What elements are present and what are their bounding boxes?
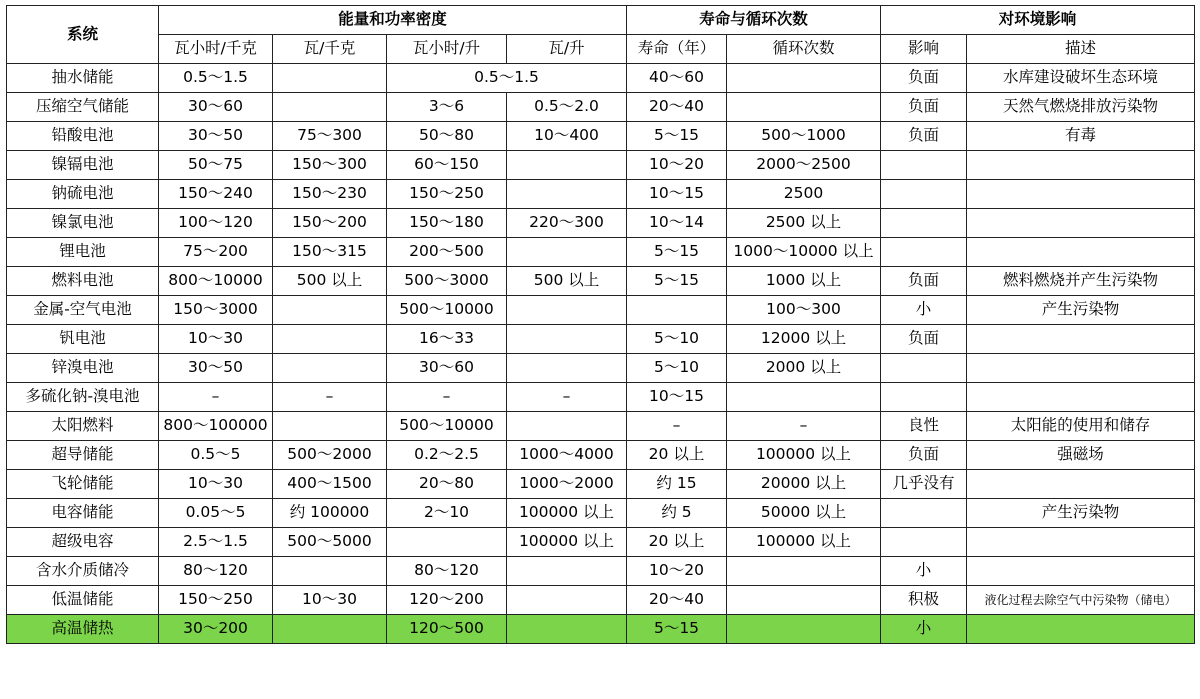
cell-description: 水库建设破坏生态环境 xyxy=(967,64,1195,93)
table-row xyxy=(7,586,1195,615)
cell-cycles: 1000 以上 xyxy=(727,267,881,296)
subheader-impact: 影响 xyxy=(881,35,967,64)
cell-impact: 负面 xyxy=(881,93,967,122)
cell-life-years: – xyxy=(627,412,727,441)
header-group-life: 寿命与循环次数 xyxy=(627,6,881,35)
cell-wh-per-kg: 150～3000 xyxy=(159,296,273,325)
cell-w-per-l xyxy=(507,325,627,354)
header-group-density: 能量和功率密度 xyxy=(159,6,627,35)
cell-w-per-kg xyxy=(273,557,387,586)
cell-wh-per-l: 60～150 xyxy=(387,151,507,180)
cell-impact xyxy=(881,209,967,238)
cell-system: 低温储能 xyxy=(7,586,159,615)
cell-system: 燃料电池 xyxy=(7,267,159,296)
cell-description xyxy=(967,528,1195,557)
cell-w-per-kg xyxy=(273,64,387,93)
cell-w-per-kg xyxy=(273,412,387,441)
cell-wh-per-l: 50～80 xyxy=(387,122,507,151)
cell-description: 液化过程去除空气中污染物（储电） xyxy=(967,586,1195,615)
cell-wh-per-l: 16～33 xyxy=(387,325,507,354)
cell-cycles: 12000 以上 xyxy=(727,325,881,354)
table-row xyxy=(7,557,1195,586)
cell-wh-per-l: 200～500 xyxy=(387,238,507,267)
cell-w-per-l xyxy=(507,180,627,209)
cell-life-years: 20 以上 xyxy=(627,528,727,557)
energy-storage-table xyxy=(6,5,1195,644)
cell-w-per-l: 1000～4000 xyxy=(507,441,627,470)
cell-description xyxy=(967,151,1195,180)
cell-cycles: 100～300 xyxy=(727,296,881,325)
cell-wh-per-kg: 30～50 xyxy=(159,354,273,383)
cell-wh-per-kg: 30～50 xyxy=(159,122,273,151)
cell-wh-per-l: 500～3000 xyxy=(387,267,507,296)
cell-life-years: 20 以上 xyxy=(627,441,727,470)
cell-system: 镍镉电池 xyxy=(7,151,159,180)
cell-w-per-l: 100000 以上 xyxy=(507,528,627,557)
cell-wh-per-kg: 800～10000 xyxy=(159,267,273,296)
cell-w-per-kg: 10～30 xyxy=(273,586,387,615)
cell-w-per-l: 1000～2000 xyxy=(507,470,627,499)
cell-w-per-kg: 150～200 xyxy=(273,209,387,238)
table-row xyxy=(7,151,1195,180)
cell-cycles: 100000 以上 xyxy=(727,441,881,470)
cell-system: 电容储能 xyxy=(7,499,159,528)
cell-impact: 几乎没有 xyxy=(881,470,967,499)
cell-w-per-kg xyxy=(273,615,387,644)
cell-cycles xyxy=(727,615,881,644)
cell-system: 抽水储能 xyxy=(7,64,159,93)
cell-w-per-l: 10～400 xyxy=(507,122,627,151)
cell-life-years xyxy=(627,296,727,325)
cell-life-years: 10～15 xyxy=(627,180,727,209)
cell-w-per-kg: 500 以上 xyxy=(273,267,387,296)
cell-wh-per-kg: 50～75 xyxy=(159,151,273,180)
cell-impact xyxy=(881,383,967,412)
table-row xyxy=(7,209,1195,238)
table-row xyxy=(7,441,1195,470)
cell-description: 有毒 xyxy=(967,122,1195,151)
cell-wh-per-kg: 30～200 xyxy=(159,615,273,644)
cell-w-per-kg xyxy=(273,325,387,354)
cell-wh-per-l: 80～120 xyxy=(387,557,507,586)
cell-cycles: 2500 xyxy=(727,180,881,209)
cell-wh-per-l: 120～500 xyxy=(387,615,507,644)
header-row-groups xyxy=(7,6,1195,35)
cell-wh-per-l: 30～60 xyxy=(387,354,507,383)
cell-impact: 负面 xyxy=(881,122,967,151)
cell-wh-per-l: 150～180 xyxy=(387,209,507,238)
cell-wh-per-l: 0.2～2.5 xyxy=(387,441,507,470)
cell-cycles: 500～1000 xyxy=(727,122,881,151)
cell-life-years: 约 15 xyxy=(627,470,727,499)
cell-life-years: 5～15 xyxy=(627,615,727,644)
cell-w-per-l xyxy=(507,615,627,644)
cell-w-per-kg: 500～2000 xyxy=(273,441,387,470)
cell-cycles: 2000～2500 xyxy=(727,151,881,180)
cell-w-per-l: 0.5～2.0 xyxy=(507,93,627,122)
cell-impact xyxy=(881,238,967,267)
cell-w-per-l xyxy=(507,296,627,325)
cell-description xyxy=(967,238,1195,267)
cell-cycles: – xyxy=(727,412,881,441)
cell-system: 镍氯电池 xyxy=(7,209,159,238)
cell-life-years: 10～20 xyxy=(627,151,727,180)
cell-system: 飞轮储能 xyxy=(7,470,159,499)
cell-cycles: 1000～10000 以上 xyxy=(727,238,881,267)
cell-description: 强磁场 xyxy=(967,441,1195,470)
cell-impact: 负面 xyxy=(881,64,967,93)
cell-cycles xyxy=(727,93,881,122)
cell-life-years: 5～10 xyxy=(627,354,727,383)
subheader-w-per-kg: 瓦/千克 xyxy=(273,35,387,64)
table-row xyxy=(7,528,1195,557)
cell-w-per-l xyxy=(507,412,627,441)
cell-description xyxy=(967,180,1195,209)
cell-cycles xyxy=(727,557,881,586)
cell-w-per-l: 500 以上 xyxy=(507,267,627,296)
cell-wh-per-l: 0.5～1.5 xyxy=(387,64,627,93)
cell-impact: 小 xyxy=(881,557,967,586)
subheader-w-per-l: 瓦/升 xyxy=(507,35,627,64)
cell-impact xyxy=(881,180,967,209)
cell-cycles: 20000 以上 xyxy=(727,470,881,499)
cell-w-per-l xyxy=(507,557,627,586)
table-row xyxy=(7,64,1195,93)
cell-system: 太阳燃料 xyxy=(7,412,159,441)
cell-description xyxy=(967,325,1195,354)
cell-impact: 负面 xyxy=(881,441,967,470)
cell-impact: 小 xyxy=(881,615,967,644)
cell-description xyxy=(967,557,1195,586)
cell-system: 锌溴电池 xyxy=(7,354,159,383)
table-row xyxy=(7,470,1195,499)
cell-system: 多硫化钠-溴电池 xyxy=(7,383,159,412)
table-row xyxy=(7,122,1195,151)
table-body xyxy=(7,6,1195,644)
cell-wh-per-l: – xyxy=(387,383,507,412)
cell-description xyxy=(967,209,1195,238)
cell-wh-per-kg: 150～240 xyxy=(159,180,273,209)
cell-w-per-l xyxy=(507,586,627,615)
cell-w-per-kg: 150～315 xyxy=(273,238,387,267)
cell-impact: 积极 xyxy=(881,586,967,615)
cell-impact xyxy=(881,499,967,528)
cell-wh-per-kg: 10～30 xyxy=(159,325,273,354)
cell-life-years: 5～15 xyxy=(627,267,727,296)
cell-wh-per-kg: 75～200 xyxy=(159,238,273,267)
cell-wh-per-l: 500～10000 xyxy=(387,412,507,441)
cell-cycles: 2500 以上 xyxy=(727,209,881,238)
table-row xyxy=(7,325,1195,354)
cell-wh-per-kg: 30～60 xyxy=(159,93,273,122)
cell-life-years: 10～14 xyxy=(627,209,727,238)
table-row xyxy=(7,383,1195,412)
cell-w-per-kg xyxy=(273,93,387,122)
table-row xyxy=(7,267,1195,296)
table-row xyxy=(7,180,1195,209)
cell-system: 锂电池 xyxy=(7,238,159,267)
header-group-environment: 对环境影响 xyxy=(881,6,1195,35)
cell-w-per-l xyxy=(507,354,627,383)
cell-impact: 小 xyxy=(881,296,967,325)
cell-system: 钠硫电池 xyxy=(7,180,159,209)
cell-wh-per-l: 20～80 xyxy=(387,470,507,499)
table-row xyxy=(7,354,1195,383)
cell-description: 燃料燃烧并产生污染物 xyxy=(967,267,1195,296)
cell-life-years: 10～20 xyxy=(627,557,727,586)
subheader-wh-per-kg: 瓦小时/千克 xyxy=(159,35,273,64)
cell-description: 产生污染物 xyxy=(967,296,1195,325)
cell-system: 高温储热 xyxy=(7,615,159,644)
cell-system: 钒电池 xyxy=(7,325,159,354)
cell-wh-per-kg: 0.5～1.5 xyxy=(159,64,273,93)
cell-life-years: 5～15 xyxy=(627,122,727,151)
cell-life-years: 40～60 xyxy=(627,64,727,93)
header-system: 系统 xyxy=(7,6,159,64)
cell-w-per-l: – xyxy=(507,383,627,412)
cell-description: 天然气燃烧排放污染物 xyxy=(967,93,1195,122)
cell-wh-per-kg: 80～120 xyxy=(159,557,273,586)
cell-system: 超级电容 xyxy=(7,528,159,557)
cell-system: 含水介质储冷 xyxy=(7,557,159,586)
cell-description: 产生污染物 xyxy=(967,499,1195,528)
cell-w-per-kg: 500～5000 xyxy=(273,528,387,557)
cell-w-per-kg: 150～300 xyxy=(273,151,387,180)
cell-wh-per-l: 500～10000 xyxy=(387,296,507,325)
subheader-description: 描述 xyxy=(967,35,1195,64)
cell-description xyxy=(967,470,1195,499)
cell-impact xyxy=(881,354,967,383)
subheader-life-years: 寿命（年） xyxy=(627,35,727,64)
table-row xyxy=(7,93,1195,122)
cell-wh-per-kg: 100～120 xyxy=(159,209,273,238)
cell-cycles: 2000 以上 xyxy=(727,354,881,383)
cell-w-per-l xyxy=(507,238,627,267)
cell-life-years: 约 5 xyxy=(627,499,727,528)
cell-wh-per-l xyxy=(387,528,507,557)
table-row xyxy=(7,412,1195,441)
cell-description xyxy=(967,383,1195,412)
cell-system: 压缩空气储能 xyxy=(7,93,159,122)
cell-system: 铅酸电池 xyxy=(7,122,159,151)
table-row xyxy=(7,238,1195,267)
cell-impact xyxy=(881,528,967,557)
cell-impact: 负面 xyxy=(881,267,967,296)
cell-life-years: 5～15 xyxy=(627,238,727,267)
table-row xyxy=(7,615,1195,644)
subheader-wh-per-l: 瓦小时/升 xyxy=(387,35,507,64)
cell-wh-per-l: 2～10 xyxy=(387,499,507,528)
cell-w-per-kg xyxy=(273,296,387,325)
cell-life-years: 20～40 xyxy=(627,93,727,122)
cell-wh-per-kg: 2.5～1.5 xyxy=(159,528,273,557)
cell-w-per-kg: 400～1500 xyxy=(273,470,387,499)
cell-wh-per-kg: 10～30 xyxy=(159,470,273,499)
cell-w-per-kg xyxy=(273,354,387,383)
cell-wh-per-kg: – xyxy=(159,383,273,412)
cell-wh-per-l: 150～250 xyxy=(387,180,507,209)
cell-cycles xyxy=(727,586,881,615)
cell-w-per-l xyxy=(507,151,627,180)
cell-description: 太阳能的使用和储存 xyxy=(967,412,1195,441)
cell-cycles: 50000 以上 xyxy=(727,499,881,528)
cell-life-years: 10～15 xyxy=(627,383,727,412)
cell-system: 超导储能 xyxy=(7,441,159,470)
cell-wh-per-kg: 0.05～5 xyxy=(159,499,273,528)
cell-wh-per-kg: 0.5～5 xyxy=(159,441,273,470)
cell-system: 金属-空气电池 xyxy=(7,296,159,325)
cell-w-per-kg: 150～230 xyxy=(273,180,387,209)
subheader-cycles: 循环次数 xyxy=(727,35,881,64)
cell-w-per-kg: 75～300 xyxy=(273,122,387,151)
cell-wh-per-l: 120～200 xyxy=(387,586,507,615)
cell-w-per-l: 100000 以上 xyxy=(507,499,627,528)
cell-w-per-l: 220～300 xyxy=(507,209,627,238)
cell-impact: 良性 xyxy=(881,412,967,441)
cell-w-per-kg: – xyxy=(273,383,387,412)
cell-description xyxy=(967,615,1195,644)
table-row xyxy=(7,296,1195,325)
cell-cycles: 100000 以上 xyxy=(727,528,881,557)
cell-w-per-kg: 约 100000 xyxy=(273,499,387,528)
cell-wh-per-kg: 800～100000 xyxy=(159,412,273,441)
cell-description xyxy=(967,354,1195,383)
cell-wh-per-l: 3～6 xyxy=(387,93,507,122)
cell-cycles xyxy=(727,64,881,93)
cell-wh-per-kg: 150～250 xyxy=(159,586,273,615)
table-row xyxy=(7,499,1195,528)
cell-cycles xyxy=(727,383,881,412)
cell-impact xyxy=(881,151,967,180)
cell-life-years: 20～40 xyxy=(627,586,727,615)
cell-impact: 负面 xyxy=(881,325,967,354)
header-row-sub xyxy=(7,35,1195,64)
cell-life-years: 5～10 xyxy=(627,325,727,354)
